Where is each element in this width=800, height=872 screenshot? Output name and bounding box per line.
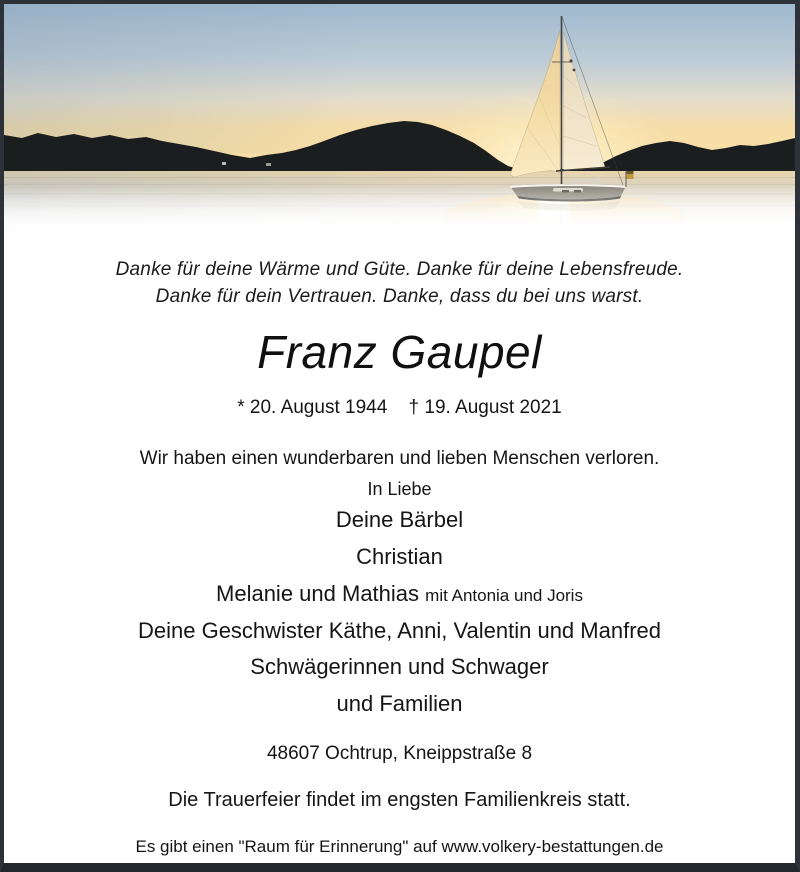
life-dates [4,396,795,420]
mourner-line: Deine Bärbel [335,507,464,532]
quote-line-2: Danke für dein Vertrauen. Danke, dass du bei uns warst. [155,286,644,307]
in-liebe-line: In Liebe [367,479,432,499]
memorial-note: Es gibt einen "Raum für Erinnerung" auf www.volkery-bestattungen.de [135,837,664,856]
death-date: † 19. August 2021 [408,397,562,418]
sailboat-sunset-illustration [4,4,795,234]
ceremony-note: Die Trauerfeier findet im engsten Familienkreis statt. [168,789,631,811]
memorial-photo [4,4,795,234]
birth-date: * 20. August 1944 [237,397,388,418]
mourner-line: und Familien [336,691,463,716]
deceased-name: Franz Gaupel [257,326,542,378]
mourner-suffix: mit Antonia und Joris [425,586,583,605]
mourner-main: Melanie und Mathias [216,581,420,606]
mourner-line: Schwägerinnen und Schwager [250,654,549,679]
address-line: 48607 Ochtrup, Kneippstraße 8 [266,743,533,764]
mourner-line: Deine Geschwister Käthe, Anni, Valentin und Manfred [137,618,661,643]
mourner-line [4,580,795,609]
tribute-line: Wir haben einen wunderbaren und lieben Menschen verloren. [139,448,660,469]
mourner-line: Christian [356,544,443,569]
quote-line-1: Danke für deine Wärme und Güte. Danke für deine Lebensfreude. [115,259,684,280]
opening-quote [4,256,795,310]
photo-fade [4,186,795,234]
